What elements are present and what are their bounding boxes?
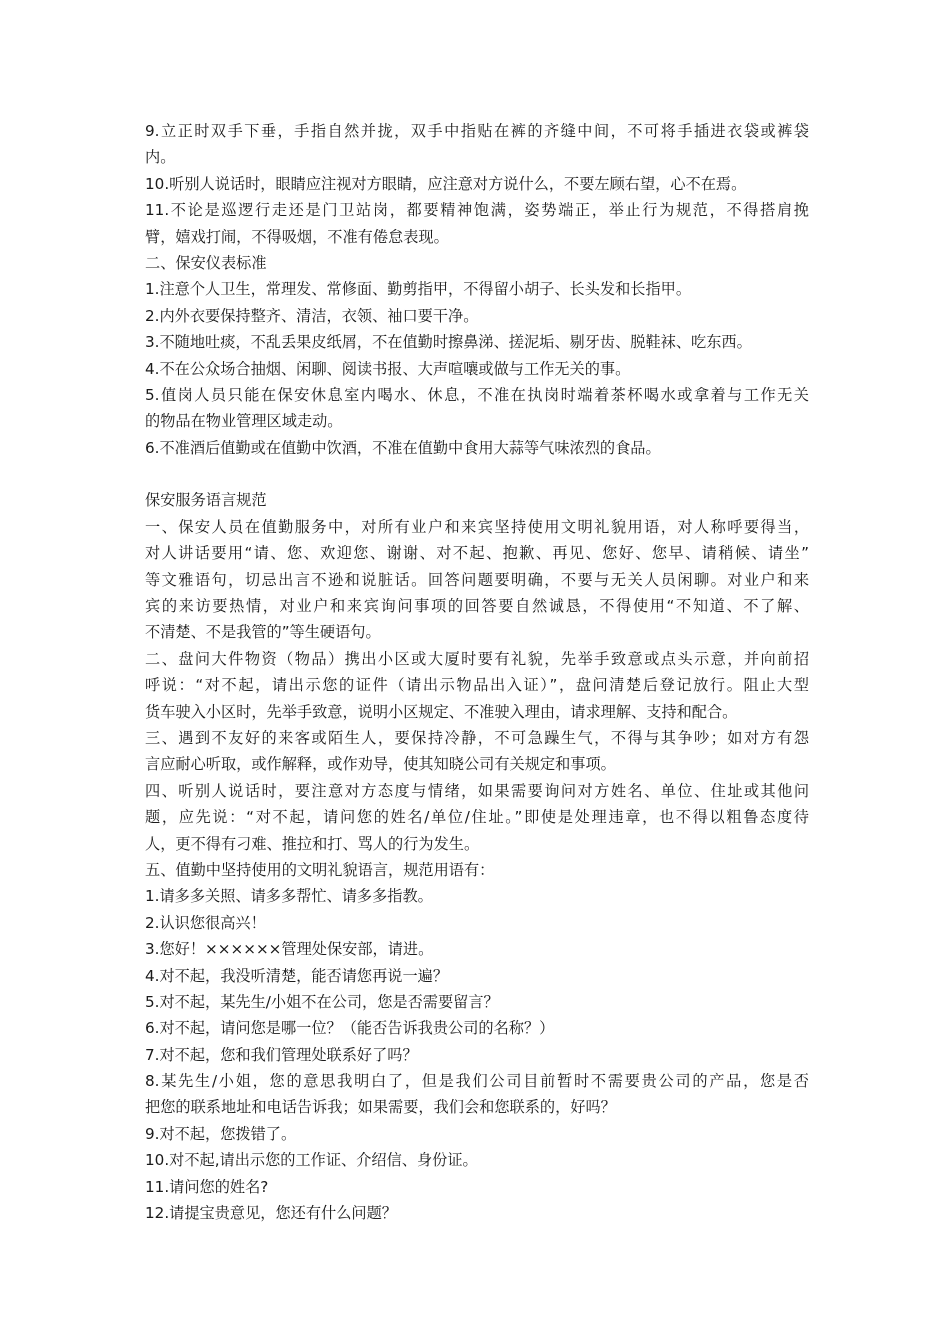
text-line: 9.对不起，您拨错了。 [145,1124,297,1143]
text-line: 二、盘问大件物资（物品）携出小区或大厦时要有礼貌，先举手致意或点头示意，并向前招 [145,649,809,668]
text-line: 保安服务语言规范 [145,491,267,510]
text-line: 把您的联系地址和电话告诉我；如果需要，我们会和您联系的，好吗？ [145,1098,616,1117]
text-line: 人，更不得有刁难、推拉和打、骂人的行为发生。 [145,834,480,853]
text-line: 2.认识您很高兴！ [145,913,266,932]
text-line: 1.请多多关照、请多多帮忙、请多多指教。 [145,887,433,906]
text-line: 等文雅语句，切忌出言不逊和说脏话。回答问题要明确，不要与无关人员闲聊。对业户和来 [145,570,809,589]
text-line: 不清楚、不是我管的”等生硬语句。 [145,623,381,642]
text-line: 7.对不起，您和我们管理处联系好了吗？ [145,1045,418,1064]
text-line: 11.请问您的姓名? [145,1177,269,1196]
text-line: 8.某先生/小姐，您的意思我明白了，但是我们公司目前暂时不需要贵公司的产品，您是否 [145,1072,809,1091]
text-line: 1.注意个人卫生，常理发、常修面、勤剪指甲，不得留小胡子、长头发和长指甲。 [145,280,692,299]
text-line: 臂，嬉戏打闹，不得吸烟，不准有倦怠表现。 [145,227,449,246]
text-line: 五、值勤中坚持使用的文明礼貌语言，规范用语有： [145,860,495,879]
text-line: 四、听别人说话时，要注意对方态度与情绪，如果需要询问对方姓名、单位、住址或其他问 [145,781,809,800]
text-line: 的物品在物业管理区域走动。 [145,412,343,431]
text-line: 2.内外衣要保持整齐、清洁，衣领、袖口要干净。 [145,306,479,325]
text-line: 10.对不起,请出示您的工作证、介绍信、身份证。 [145,1151,478,1170]
text-line: 呼说：“对不起，请出示您的证件（请出示物品出入证）”，盘问清楚后登记放行。阻止大型 [145,676,809,695]
text-line: 4.不在公众场合抽烟、闲聊、阅读书报、大声喧嚷或做与工作无关的事。 [145,359,631,378]
text-line: 货车驶入小区时，先举手致意，说明小区规定、不准驶入理由，请求理解、支持和配合。 [145,702,738,721]
text-line: 对人讲话要用“请、您、欢迎您、谢谢、对不起、抱歉、再见、您好、您早、请稍候、请坐” [145,544,809,563]
text-line: 5.值岗人员只能在保安休息室内喝水、休息，不准在执岗时端着茶杯喝水或拿着与工作无关 [145,385,809,404]
text-line: 三、遇到不友好的来客或陌生人，要保持冷静，不可急躁生气，不得与其争吵；如对方有怨 [145,728,809,747]
blank-line [145,461,809,487]
text-line: 12.请提宝贵意见，您还有什么问题？ [145,1204,397,1223]
text-line: 题，应先说：“对不起，请问您的姓名/单位/住址。”即使是处理违章，也不得以粗鲁态度待 [145,808,809,827]
text-line: 言应耐心听取，或作解释，或作劝导，使其知晓公司有关规定和事项。 [145,755,616,774]
text-line: 一、保安人员在值勤服务中，对所有业户和来宾坚持使用文明礼貌用语，对人称呼要得当， [145,517,809,536]
text-line: 11.不论是巡逻行走还是门卫站岗，都要精神饱满，姿势端正，举止行为规范，不得搭肩挽 [145,201,809,220]
text-line: 宾的来访要热情，对业户和来宾询问事项的回答要自然诚恳，不得使用“不知道、不了解、 [145,597,809,616]
text-line: 5.对不起，某先生/小姐不在公司，您是否需要留言？ [145,992,499,1011]
text-line: 6.不准酒后值勤或在值勤中饮酒，不准在值勤中食用大蒜等气味浓烈的食品。 [145,438,661,457]
text-line: 9.立正时双手下垂，手指自然并拢，双手中指贴在裤的齐缝中间，不可将手插进衣袋或裤袋 [145,122,809,140]
text-line: 3.不随地吐痰，不乱丢果皮纸屑，不在值勤时擦鼻涕、搓泥垢、剔牙齿、脱鞋袜、吃东西。 [145,333,752,352]
text-line: 内。 [145,148,176,167]
text-line: 6.对不起，请问您是哪一位？（能否告诉我贵公司的名称？） [145,1019,555,1038]
text-line: 4.对不起，我没听清楚，能否请您再说一遍？ [145,966,449,985]
text-line: 3.您好！××××××管理处保安部，请进。 [145,940,434,959]
document-page [145,118,809,1226]
text-line: 10.听别人说话时，眼睛应注视对方眼睛，应注意对方说什么，不要左顾右望，心不在焉。 [145,174,747,193]
text-line: 二、保安仪表标准 [145,253,267,272]
